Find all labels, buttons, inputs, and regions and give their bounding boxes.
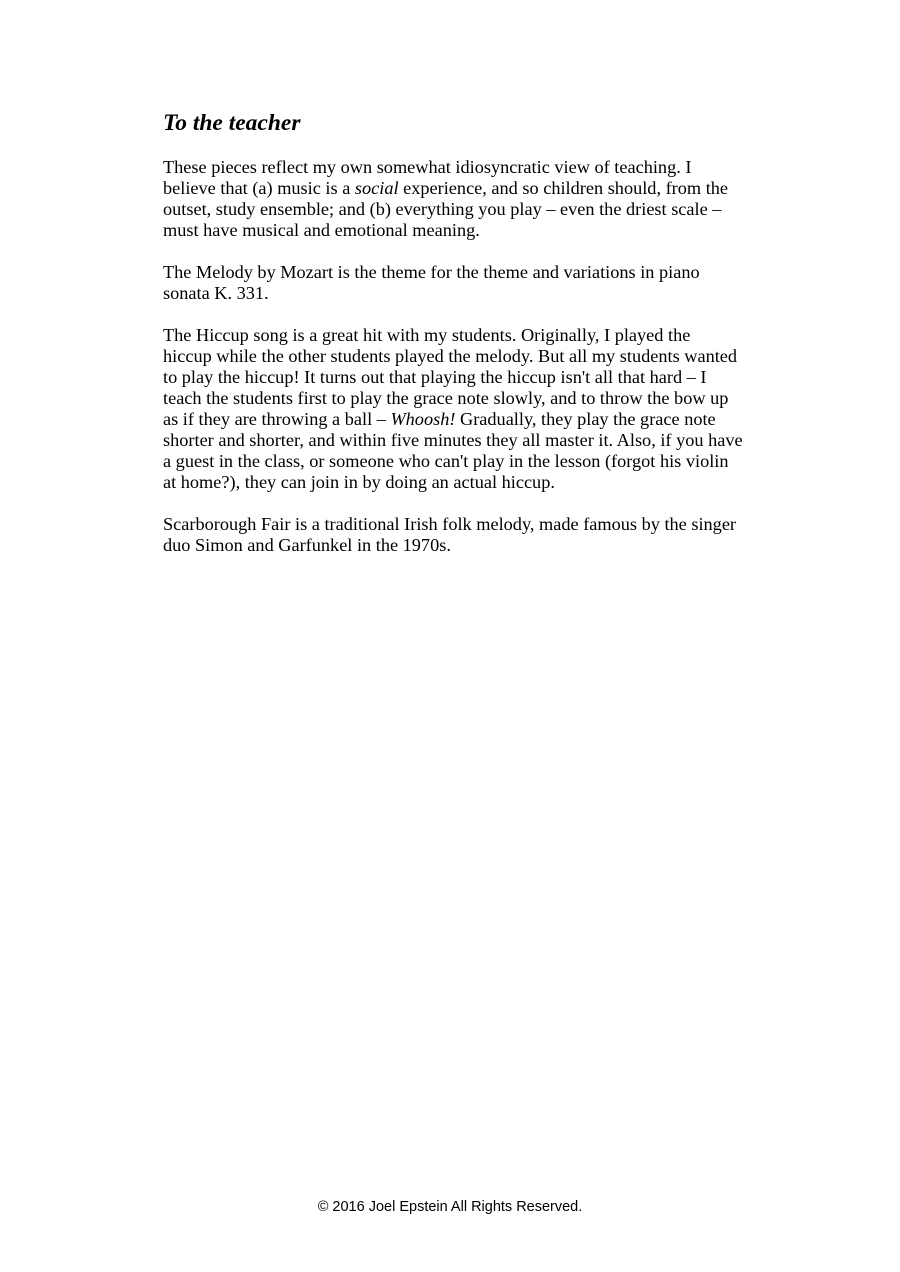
- document-body: [163, 108, 743, 577]
- paragraph-teaching-view: [163, 157, 743, 241]
- paragraph-text: experience, and so children should, from the outset, study ensemble; and (b) everything you play – even the driest scale – must have musical and emotional meaning.: [163, 178, 729, 240]
- paragraph-mozart-melody: The Melody by Mozart is the theme for the theme and variations in piano sonata K. 331.: [163, 262, 700, 303]
- paragraph-text: The Hiccup song is a great hit with my students. Originally, I played the hiccup while the other students played the melody. But all my students wanted to play the hiccup! It turns out that playing the hiccup isn't all that hard – I teach the students first to play the grace note slowly, and to throw the bow up as if they are throwing a ball –: [163, 325, 738, 429]
- paragraph-scarborough-fair: Scarborough Fair is a traditional Irish folk melody, made famous by the singer duo Simon and Garfunkel in the 1970s.: [163, 514, 737, 555]
- paragraph-hiccup-song: [163, 325, 743, 493]
- paragraph-text: Gradually, they play the grace note shorter and shorter, and within five minutes they all master it. Also, if you have a guest in the class, or someone who can't play in the lesson (forgot his violin at home?), they can join in by doing an actual hiccup.: [163, 409, 743, 492]
- emphasis-social: social: [354, 178, 399, 198]
- paragraph-text: These pieces reflect my own somewhat idiosyncratic view of teaching. I believe that (a) music is a: [163, 157, 692, 198]
- emphasis-whoosh: Whoosh!: [390, 409, 456, 429]
- copyright-footer: © 2016 Joel Epstein All Rights Reserved.: [317, 1199, 583, 1215]
- page-heading: To the teacher: [163, 110, 301, 136]
